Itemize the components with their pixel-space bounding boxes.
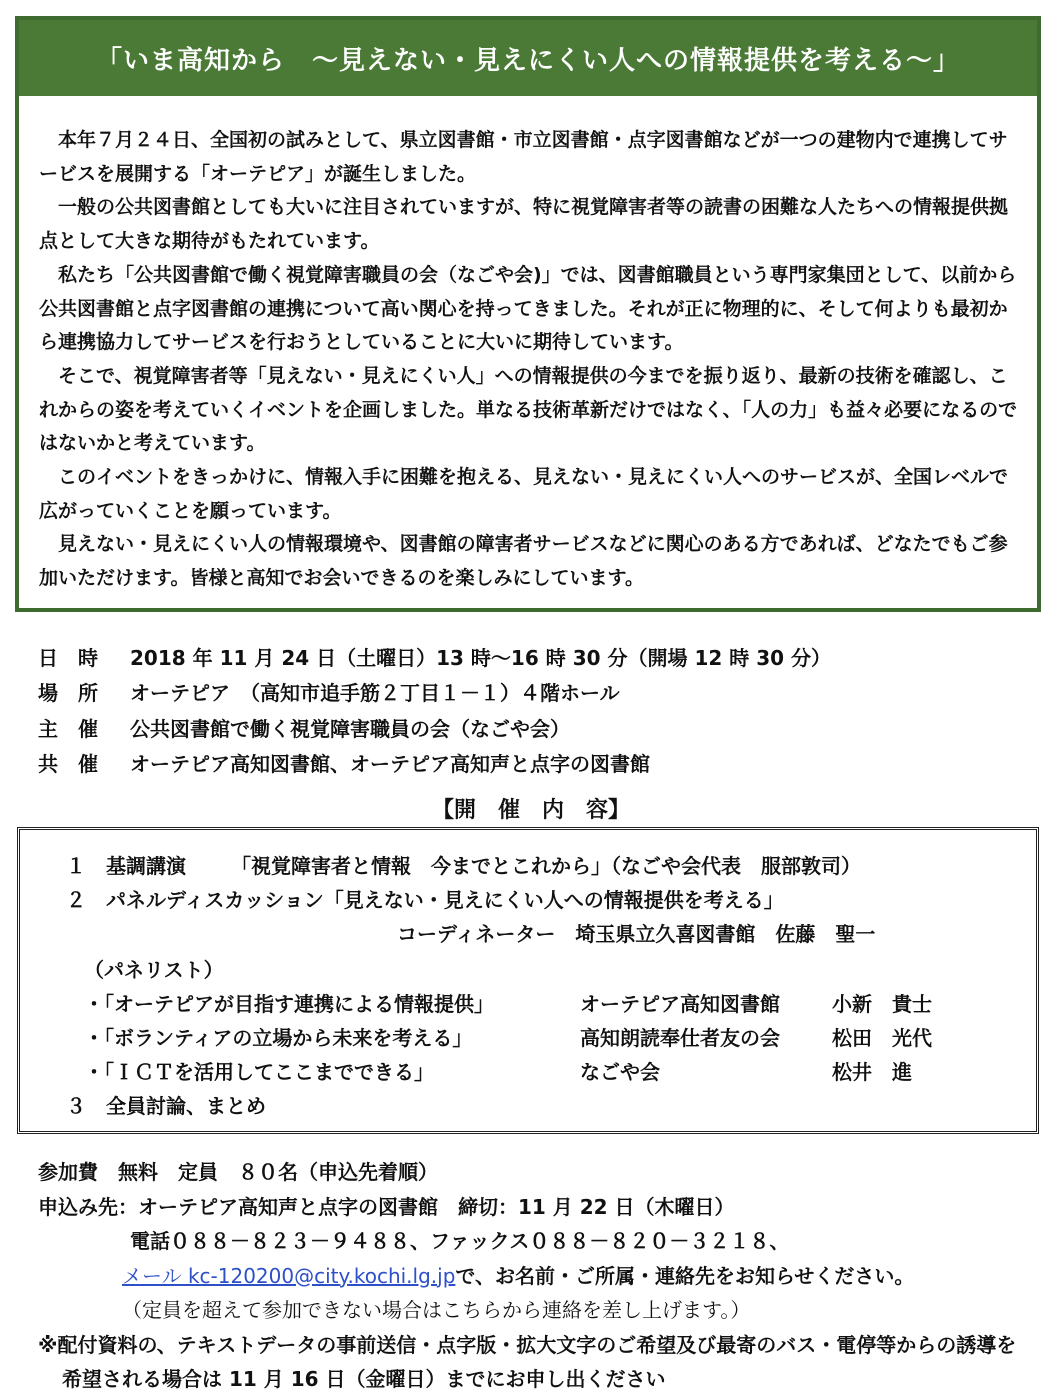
panelist-org: オーテピア高知図書館: [580, 992, 780, 1016]
coordinator: コーディネーター 埼玉県立久喜図書館 佐藤 聖一: [397, 922, 876, 946]
intro-paragraph: そこで、視覚障害者等「見えない・見えにくい人」への情報提供の今までを振り返り、最新の技術を確認し、これからの姿を考えていくイベントを企画しました。単なる技術革新だけではなく、「人の力」も益々必要になるのではないかと考えています。: [39, 364, 1018, 455]
place-value: オーテピア （高知市追手筋２丁目１－１）４階ホール: [130, 681, 620, 706]
panelist-topic: ・「ＩＣＴを活用してここまでできる」: [84, 1060, 434, 1084]
program-item-number: ３: [66, 1094, 86, 1118]
intro-paragraph: このイベントをきっかけに、情報入手に困難を抱える、見えない・見えにくい人へのサービスが、全国レベルで広がっていくことを願っています。: [39, 466, 1009, 522]
place-row: [38, 676, 831, 711]
date-label: 日 時: [38, 646, 98, 670]
event-details: [38, 641, 831, 783]
organizer-value: 公共図書館で働く視覚障害職員の会（なごや会）: [130, 716, 570, 741]
panelist-topic: ・「ボランティアの立場から未来を考える」: [84, 1026, 473, 1050]
panelist-name: 松田 光代: [832, 1026, 932, 1050]
panelist-name: 小新 貴士: [832, 992, 932, 1016]
event-title: 「いま高知から ～見えない・見えにくい人への情報提供を考える～」: [19, 20, 1037, 96]
cohost-row: [38, 747, 831, 782]
program-item-3: [66, 1090, 266, 1119]
place-label: 場 所: [38, 681, 98, 706]
program-item-label: 基調講演: [106, 854, 186, 878]
date-row: [38, 641, 831, 676]
program-box: [17, 827, 1039, 1134]
mail-line: [38, 1259, 1016, 1294]
intro-box: [15, 16, 1041, 612]
organizer-label: 主 催: [38, 716, 98, 741]
program-item-text: 「視覚障害者と情報 今までとこれから」（なごや会代表 服部敦司）: [231, 854, 861, 878]
panelist-org: なごや会: [580, 1060, 660, 1084]
email-link[interactable]: メール kc-120200@city.kochi.lg.jp: [122, 1263, 456, 1288]
intro-text: [39, 124, 1019, 596]
program-item-text: パネルディスカッション「見えない・見えにくい人への情報提供を考える」: [106, 888, 784, 912]
intro-paragraph: 私たち「公共図書館で働く視覚障害職員の会（なごや会)」では、図書館職員という専門家集団として、以前から公共図書館と点字図書館の連携について高い関心を持ってきました。それが正に物理的に、そして何よりも最初から連携協力してサービスを行おうとしていることに大いに期待しています。: [39, 263, 1017, 354]
apply-line: 申込み先：オーテピア高知声と点字の図書館 締切：11 月 22 日（木曜日）: [38, 1194, 735, 1219]
fee-line: 参加費 無料 定員 ８０名（申込先着順）: [38, 1160, 438, 1184]
program-item-number: ２: [66, 888, 86, 912]
program-heading: 【開 催 内 容】: [431, 798, 630, 823]
panelist-topic: ・「オーテピアが目指す連携による情報提供」: [84, 992, 494, 1016]
program-item-1: [66, 850, 861, 879]
program-item-2: [66, 884, 784, 913]
application-info: [38, 1155, 1016, 1397]
intro-paragraph: 見えない・見えにくい人の情報環境や、図書館の障害者サービスなどに関心のある方であれば、どなたでもご参加いただけます。皆様と高知でお会いできるのを楽しみにしています。: [39, 533, 1008, 590]
intro-paragraph: 本年７月２４日、全国初の試みとして、県立図書館・市立図書館・点字図書館などが一つの建物内で連携してサービスを展開する「オーテピア」が誕生しました。: [39, 129, 1008, 185]
panelist-name: 松井 進: [832, 1060, 912, 1084]
program-item-number: １: [66, 854, 86, 878]
cohost-value: オーテピア高知図書館、オーテピア高知声と点字の図書館: [130, 752, 650, 777]
mail-suffix: で、お名前・ご所属・連絡先をお知らせください。: [455, 1263, 915, 1288]
panelist-org: 高知朗読奉仕者友の会: [580, 1026, 780, 1050]
date-value: 2018 年 11 月 24 日（土曜日）13 時～16 時 30 分（開場 12 時 30 分）: [130, 646, 832, 670]
cohost-label: 共 催: [38, 752, 98, 777]
capacity-note: （定員を超えて参加できない場合はこちらから連絡を差し上げます。）: [122, 1298, 751, 1322]
note-line-1: ※配付資料の、テキストデータの事前送信・点字版・拡大文字のご希望及び最寄のバス・電停等からの誘導を: [38, 1332, 1017, 1357]
program-item-text: 全員討論、まとめ: [106, 1094, 266, 1118]
note-line-2: 希望される場合は 11 月 16 日（金曜日）までにお申し出ください: [62, 1367, 666, 1391]
contact-line: 電話０８８－８２３－９４８８、ファックス０８８－８２０－３２１８、: [130, 1229, 790, 1253]
panelists-label: （パネリスト）: [84, 958, 224, 982]
organizer-row: [38, 712, 831, 747]
intro-paragraph: 一般の公共図書館としても大いに注目されていますが、特に視覚障害者等の読書の困難な人たちへの情報提供拠点として大きな期待がもたれています。: [39, 196, 1009, 253]
